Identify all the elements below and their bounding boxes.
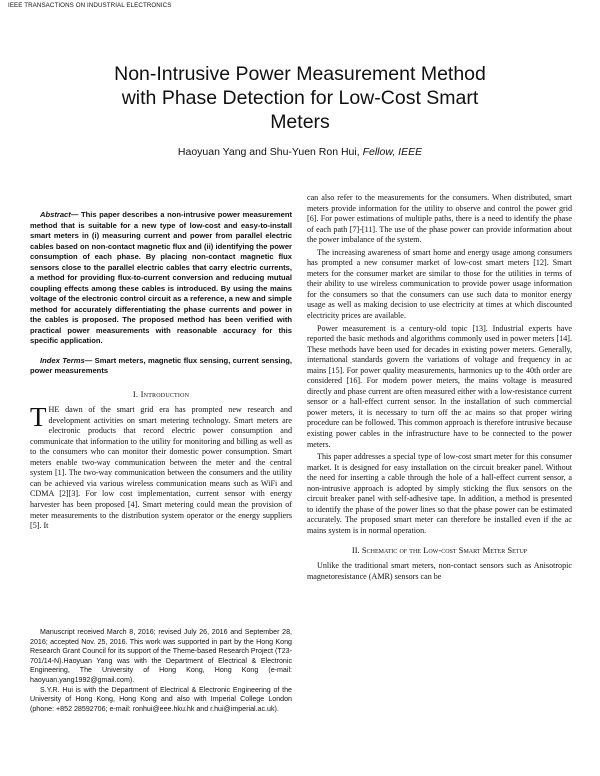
journal-header: IEEE TRANSACTIONS ON INDUSTRIAL ELECTRONICS — [8, 2, 172, 9]
author-names: Haoyuan Yang and Shu-Yuen Ron Hui, — [177, 146, 360, 158]
author-line — [60, 146, 540, 158]
intro-text: HE dawn of the smart grid era has prompted new research and development activities on smart metering technology. Smart meters are electronic products that record electric power consumption and communicate that information to the utility for monitoring and billing as well as to the consumers who can monitor their domestic power consumption. Smart meters enable two-way communication between the meter and the central system [1]. The two-way communication between the consumers and the utility can be achieved via various wireless communication means such as WiFi and CDMA [2][3]. For low cost implementation, current sensor with energy harvester has been proposed [4]. Smart metering could mean the provision of meter measurements to the distribution system operator or the energy suppliers [5]. It — [30, 405, 292, 531]
abstract-text: This paper describes a non-intrusive power measurement method that is suitable for a new type of low-cost and easy-to-install smart meters in (i) measuring current and power from parallel electric cables based on non-contact magnetic flux and (ii) identifying the power consumption of each phase. By placing non-contact magnetic flux sensors close to the parallel electric cables that carry electric currents, a method for providing flux-to-current conversion and reducing mutual coupling effects among these cables is introduced. By using the mains voltage of the electronic control circuit as a reference, a new and simple method for accurately differentiating the phase currents and power in the cables is proposed. The proposed method has been verified with practical power measurements with reasonable accuracy for this specific application. — [30, 210, 292, 345]
index-terms-text: Smart meters, magnetic flux sensing, current sensing, power measurements — [30, 355, 292, 375]
body-paragraph: Unlike the traditional smart meters, non-contact sensors such as Anisotropic magnetoresistance (AMR) sensors can be — [307, 561, 572, 581]
section-title: Introduction — [140, 388, 190, 399]
intro-paragraph — [30, 402, 292, 532]
abstract — [30, 210, 292, 347]
body-paragraph: This paper addresses a special type of low-cost smart meter for this consumer market. It is designed for easy installation on the circuit breaker panel. Without the need for inserting a cable through the hole of a hall-effect current sensor, a non-intrusive approach is adopted by simply sticking the flux sensors on the circuit breaker panel with self-adhesive tape. In addition, a method is presented to identify the phase of the power lines so that the phase power can be estimated accurately. The proposed smart meter can therefore be installed even if the ac mains system is in normal operation. — [307, 452, 572, 535]
body-paragraph: Power measurement is a century-old topic [13]. Industrial experts have reported the basic methods and algorithms commonly used in power meters [14]. These methods have been used for decades in existing power meters. Generally, international standards govern the variations of voltage and frequency in ac mains [15]. For power quality measurements, harmonics up to the 40th order are considered [16]. For modern power meters, the mains voltage is measured directly and phase current are often measured either with a low-resistance current sensor or a hall-effect current sensor. In the installation of such commercial power meters, it is necessary to turn off the ac mains so that proper wiring procedure can be followed. This common approach is therefore intrusive because existing power cables in the infrastructure have to be connected to the power meters. — [307, 323, 572, 449]
footnote-author-info: S.Y.R. Hui is with the Department of Electrical & Electronic Engineering of the University of Hong Kong, Hong Kong and also with Imperial College London (phone: +852 28592706; e-mail: ronhui@eee.hku.hk and r.hui@imperial.ac.uk). — [30, 685, 292, 713]
footnote-manuscript: Manuscript received March 8, 2016; revised July 26, 2016 and September 28, 2016; accepted Nov. 25, 2016. This work was supported in part by the Hong Kong Research Grant Council for its support of the Theme-based Research Project (T23-701/14-N).Haoyuan Yang was with the Department of Electrical & Electronic Engineering, The University of Hong Kong, Hong Kong (e-mail: haoyuan.yang1992@gmail.com). — [30, 628, 292, 684]
abstract-label: Abstract— — [40, 210, 79, 219]
index-terms-label: Index Terms— — [40, 355, 93, 365]
section-heading-introduction — [30, 389, 292, 400]
section-title: Schematic of the Low-cost Smart Meter Setup — [361, 544, 528, 555]
body-paragraph: can also refer to the measurements for the consumers. When distributed, smart meters provide information for the utility to observe and control the power grid [6]. For power estimations of multiple paths, there is a need to identify the phase of each path [7]-[11]. The use of the phase power can provide information about the power imbalance of the system. — [307, 193, 572, 245]
section-heading-schematic — [307, 545, 572, 556]
section-number: I. — [132, 388, 139, 399]
drop-cap: T — [30, 402, 47, 433]
footnote — [30, 628, 292, 714]
left-column — [30, 210, 292, 532]
body-paragraph: The increasing awareness of smart home and energy usage among consumers has prompted a new consumer market of low-cost smart meters [12]. Smart meters for the consumer market are similar to those for the utilities in terms of their ability to use wireless communication to provide power usage information for the consumers so that the consumers can use such data to monitor energy usage as well as making decision to use electricity at times at which discounted electricity prices are available. — [307, 247, 572, 321]
index-terms — [30, 356, 292, 377]
author-affiliation-title: Fellow, IEEE — [362, 146, 423, 158]
paper-title: Non-Intrusive Power Measurement Method with Phase Detection for Low-Cost Smart Meters — [114, 63, 486, 133]
section-number: II. — [351, 544, 360, 555]
right-column — [307, 193, 572, 582]
